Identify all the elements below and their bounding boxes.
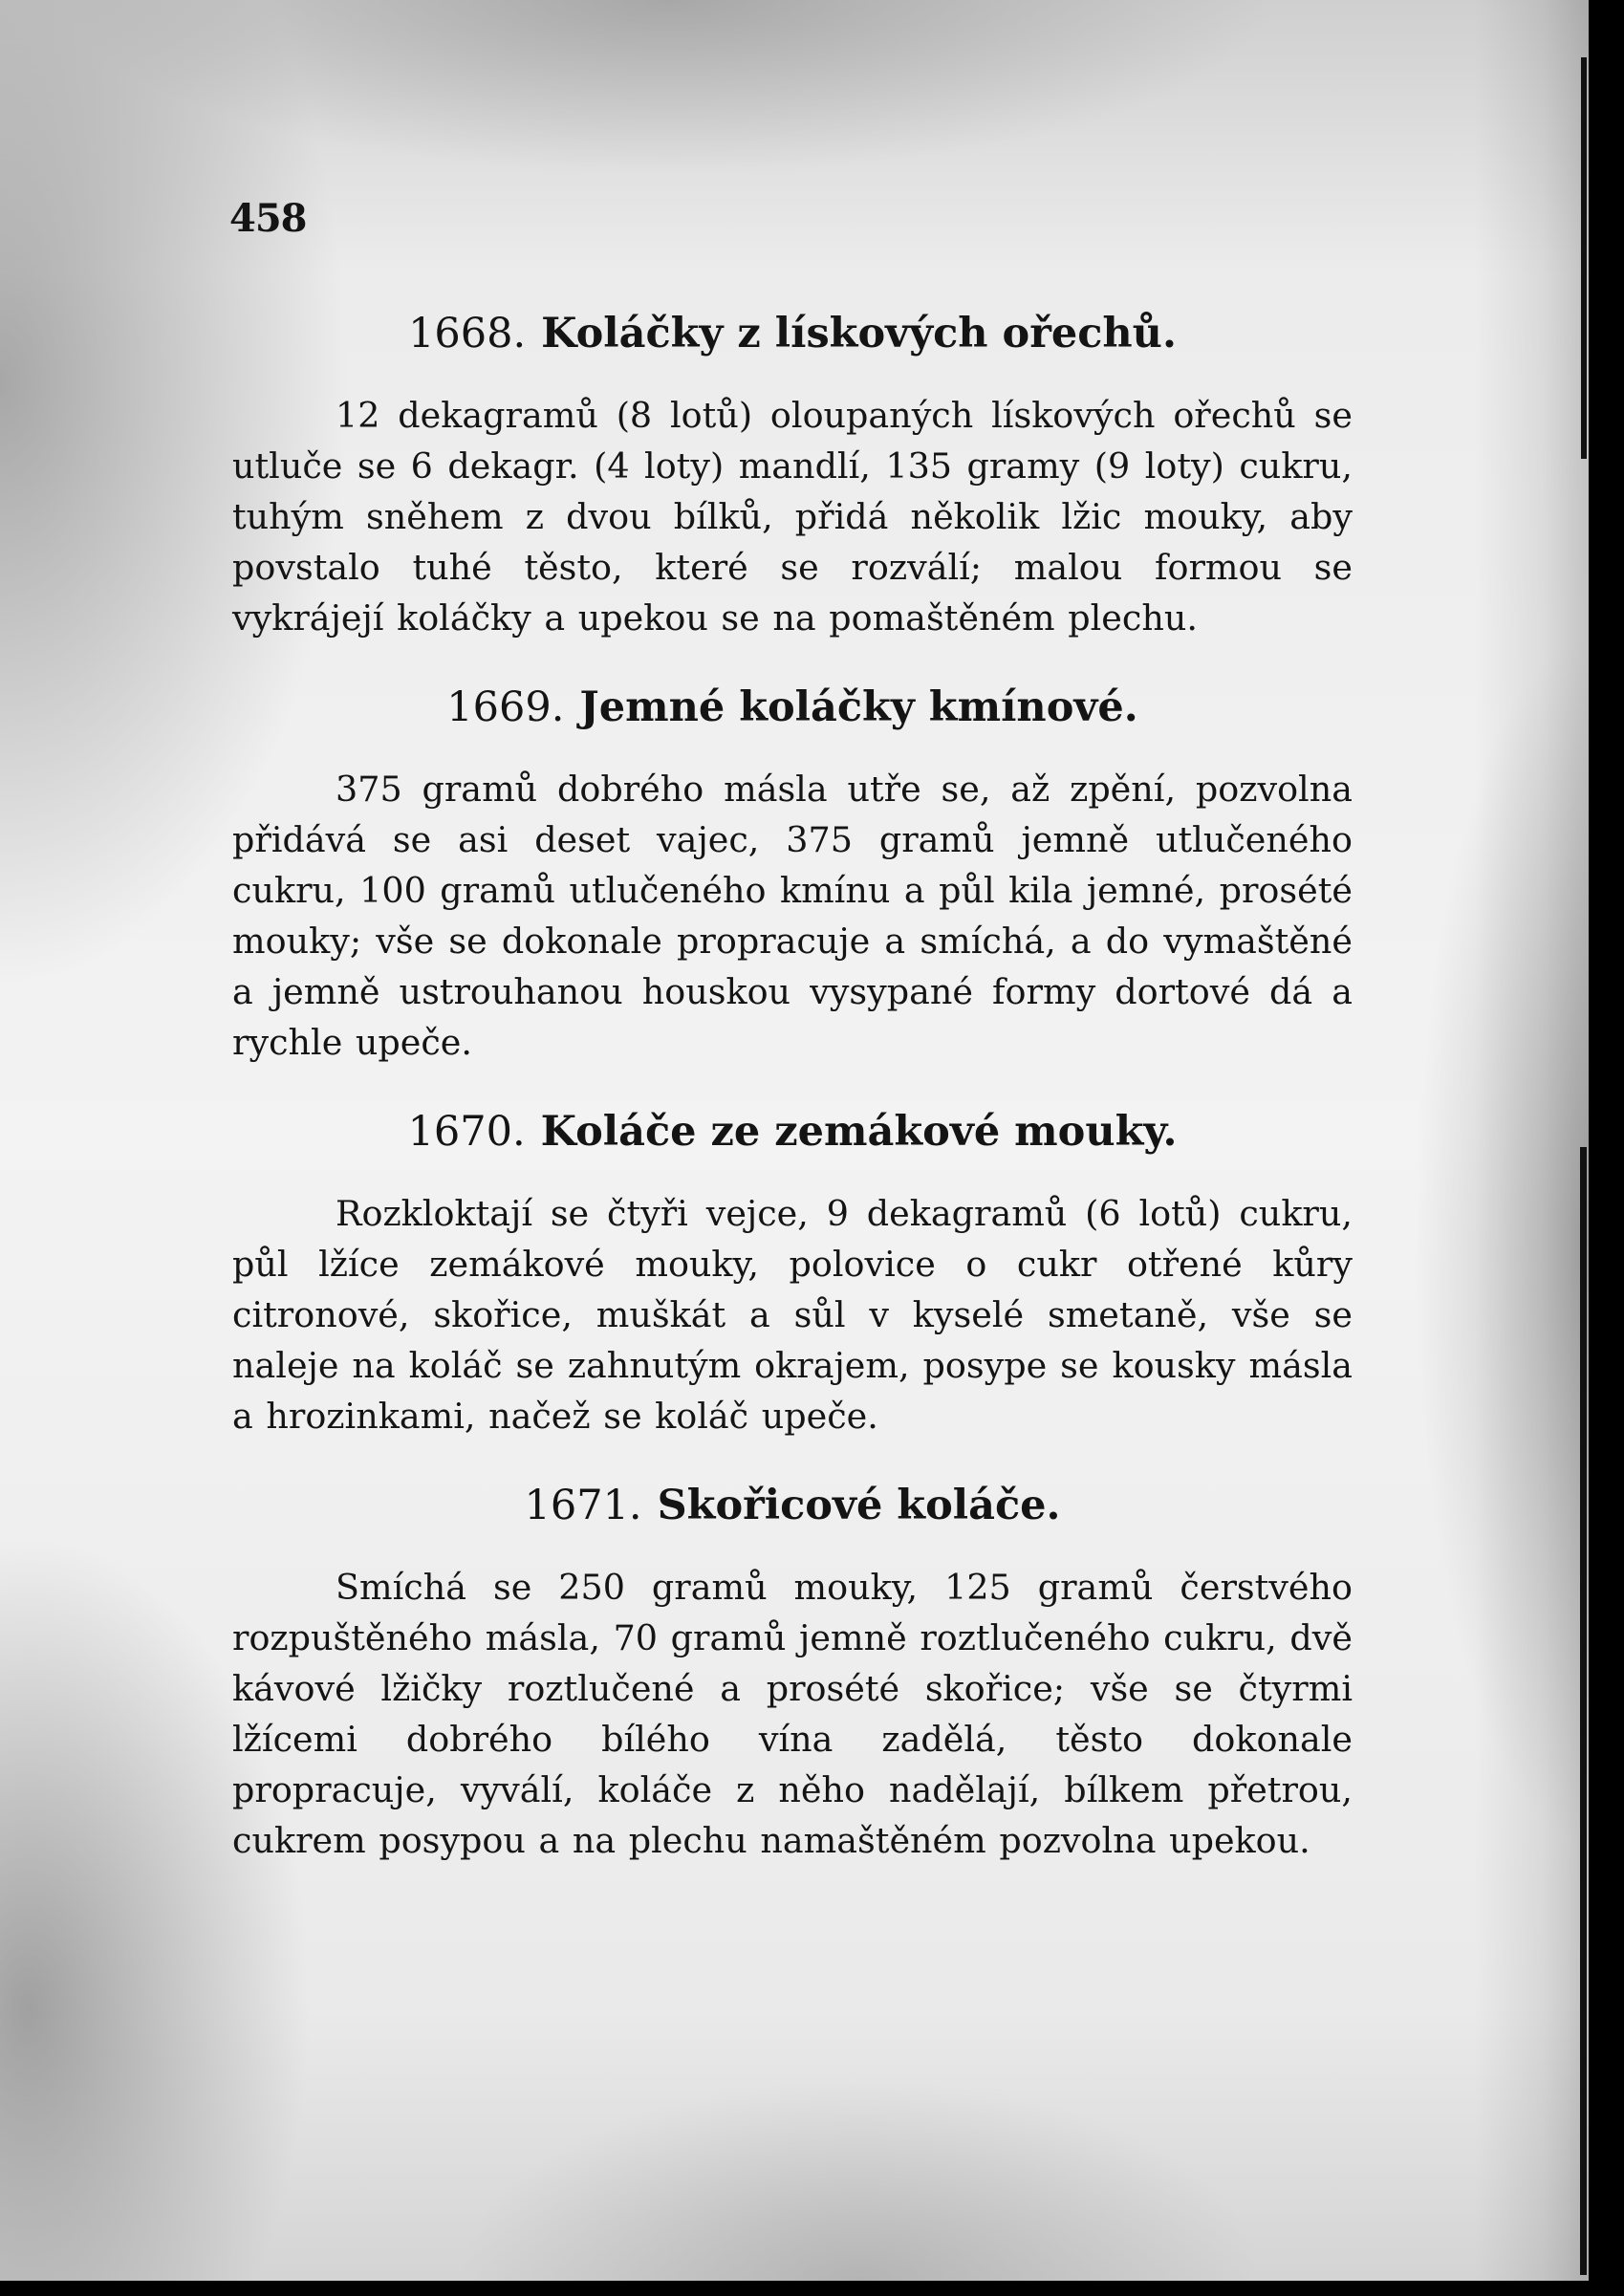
- recipe-1669: [232, 680, 1353, 1068]
- page-edge-line: [1580, 1147, 1587, 2275]
- page-content: [232, 306, 1353, 1902]
- recipe-1668: [232, 306, 1353, 643]
- recipe-heading: [232, 1104, 1353, 1159]
- recipe-number: 1670.: [407, 1108, 526, 1156]
- recipe-title: Koláče ze zemákové mouky.: [540, 1108, 1178, 1156]
- recipe-text: 375 gramů dobrého másla utře se, až zpění, pozvolna přidává se asi deset vajec, 375 gramů jemně utlučeného cukru, 100 gramů utlučeného kmínu a půl kila jemné, prosété mouky; vše se dokonale propracuje a smíchá, a do vymaštěné a jemně ustrouhanou houskou vysypané formy dortové dá a rychle upeče.: [232, 769, 1353, 1063]
- recipe-heading: [232, 1478, 1353, 1533]
- page-number: 458: [229, 196, 307, 241]
- recipe-heading: [232, 680, 1353, 735]
- recipe-number: 1668.: [408, 310, 527, 357]
- page-edge-shadow: [1474, 0, 1589, 2281]
- recipe-number: 1671.: [524, 1482, 642, 1529]
- recipe-number: 1669.: [446, 683, 565, 731]
- recipe-heading: [232, 306, 1353, 361]
- recipe-title: Skořicové koláče.: [657, 1482, 1061, 1529]
- page-edge-line: [1581, 57, 1587, 459]
- recipe-1670: [232, 1104, 1353, 1441]
- recipe-1671: [232, 1478, 1353, 1866]
- recipe-title: Jemné koláčky kmínové.: [579, 683, 1138, 731]
- recipe-text: Smíchá se 250 gramů mouky, 125 gramů čerstvého rozpuštěného másla, 70 gramů jemně roztlučeného cukru, dvě kávové lžičky roztlučené a prosété skořice; vše se čtyrmi lžícemi dobrého bílého vína zadělá, těsto dokonale propracuje, vyválí, koláče z něho nadělají, bílkem přetrou, cukrem posypou a na plechu namaštěném pozvolna upekou.: [232, 1567, 1353, 1861]
- recipe-title: Koláčky z lískových ořechů.: [541, 310, 1177, 357]
- recipe-text: Rozkloktají se čtyři vejce, 9 dekagramů (6 lotů) cukru, půl lžíce zemákové mouky, polovice o cukr otřené kůry citronové, skořice, muškát a sůl v kyselé smetaně, vše se naleje na koláč se zahnutým okrajem, posype se kousky másla a hrozinkami, načež se koláč upeče.: [232, 1193, 1353, 1437]
- recipe-text: 12 dekagramů (8 lotů) oloupaných lískových ořechů se utluče se 6 dekagr. (4 loty) mandlí, 135 gramy (9 loty) cukru, tuhým sněhem z dvou bílků, přidá několik lžic mouky, aby povstalo tuhé těsto, které se rozválí; malou formou se vykrájejí koláčky a upekou se na pomaštěném plechu.: [232, 395, 1353, 639]
